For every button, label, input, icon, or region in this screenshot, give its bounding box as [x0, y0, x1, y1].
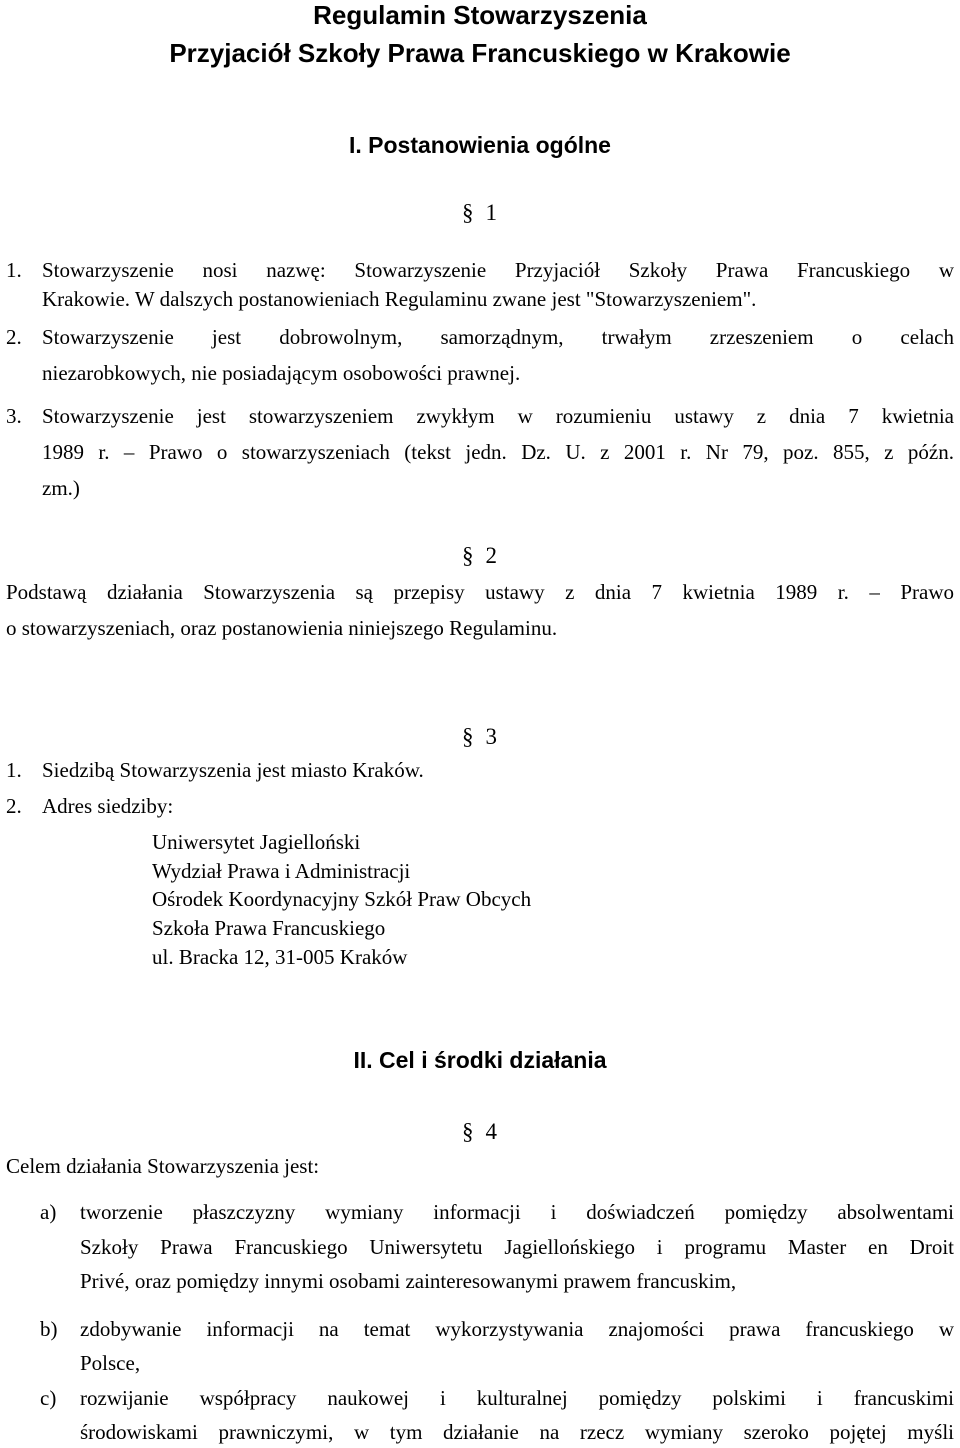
address-line-school: Szkoła Prawa Francuskiego [152, 916, 386, 940]
p3-item2 [6, 794, 173, 818]
p4-item-b-label: b) [40, 1317, 58, 1341]
p1-item2-num: 2. [6, 325, 22, 349]
p1-item3-num: 3. [6, 404, 22, 428]
p4-item-c-line2: środowiskami prawniczymi, w tym działanie na rzecz wymiany szeroko pojętej myśli [80, 1420, 954, 1444]
address-line-centre: Ośrodek Koordynacyjny Szkół Praw Obcych [152, 887, 532, 911]
address-line-street: ul. Bracka 12, 31-005 Kraków [152, 945, 408, 969]
p2-line2: o stowarzyszeniach, oraz postanowienia niniejszego Regulaminu. [6, 616, 558, 640]
document-title-line2: Przyjaciół Szkoły Prawa Francuskiego w Krakowie [169, 38, 791, 68]
section-heading-general: I. Postanowienia ogólne [349, 132, 611, 158]
p3-item1 [6, 758, 424, 782]
paragraph-1-heading [462, 200, 497, 226]
paragraph-number: 4 [485, 1119, 497, 1144]
paragraph-2-heading [462, 543, 497, 569]
paragraph-number: 2 [485, 543, 497, 568]
p1-item1-line1: Stowarzyszenie nosi nazwę: Stowarzyszenie Przyjaciół Szkoły Prawa Francuskiego w [42, 258, 954, 282]
address-line-faculty: Wydział Prawa i Administracji [152, 859, 411, 883]
p1-item2-line1: Stowarzyszenie jest dobrowolnym, samorządnym, trwałym zrzeszeniem o celach [42, 325, 954, 349]
p4-item-c-line1: rozwijanie współpracy naukowej i kulturalnej pomiędzy polskimi i francuskimi [80, 1386, 954, 1410]
section-heading-goals: II. Cel i środki działania [353, 1047, 607, 1073]
section-sign: § [462, 543, 474, 568]
paragraph-number: 1 [485, 200, 497, 225]
p4-intro: Celem działania Stowarzyszenia jest: [6, 1154, 320, 1178]
p1-item3-line3: zm.) [42, 476, 80, 500]
p1-item2-line2: niezarobkowych, nie posiadającym osobowości prawnej. [42, 361, 521, 385]
p4-item-a-line1: tworzenie płaszczyzny wymiany informacji i doświadczeń pomiędzy absolwentami [80, 1200, 954, 1224]
p3-item2-num: 2. [6, 794, 22, 818]
p3-item1-text: Siedzibą Stowarzyszenia jest miasto Kraków. [42, 758, 424, 782]
section-sign: § [462, 724, 474, 749]
p1-item1-line2: Krakowie. W dalszych postanowieniach Regulaminu zwane jest "Stowarzyszeniem". [42, 287, 757, 311]
p4-item-b-line1: zdobywanie informacji na temat wykorzystywania znajomości prawa francuskiego w [80, 1317, 954, 1341]
document-title-line1: Regulamin Stowarzyszenia [313, 0, 647, 30]
section-sign: § [462, 1119, 474, 1144]
paragraph-number: 3 [485, 724, 497, 749]
p3-item2-text: Adres siedziby: [42, 794, 174, 818]
p1-item3-line2: 1989 r. – Prawo o stowarzyszeniach (tekst jedn. Dz. U. z 2001 r. Nr 79, poz. 855, z późn. [42, 440, 954, 464]
p4-item-a-line3: Privé, oraz pomiędzy innymi osobami zainteresowanymi prawem francuskim, [80, 1269, 737, 1293]
p3-item1-num: 1. [6, 758, 22, 782]
p1-item1-num: 1. [6, 258, 22, 282]
p4-item-a-label: a) [40, 1200, 57, 1224]
p4-item-c-label: c) [40, 1386, 57, 1410]
address-line-university: Uniwersytet Jagielloński [152, 830, 361, 854]
p1-item3-line1: Stowarzyszenie jest stowarzyszeniem zwykłym w rozumieniu ustawy z dnia 7 kwietnia [42, 404, 954, 428]
p4-item-b-line2: Polsce, [80, 1351, 141, 1375]
p2-line1: Podstawą działania Stowarzyszenia są przepisy ustawy z dnia 7 kwietnia 1989 r. – Prawo [6, 580, 954, 604]
p4-item-a-line2: Szkoły Prawa Francuskiego Uniwersytetu Jagiellońskiego i programu Master en Droit [80, 1235, 954, 1259]
paragraph-4-heading [462, 1119, 497, 1145]
paragraph-3-heading [462, 724, 497, 750]
section-sign: § [462, 200, 474, 225]
